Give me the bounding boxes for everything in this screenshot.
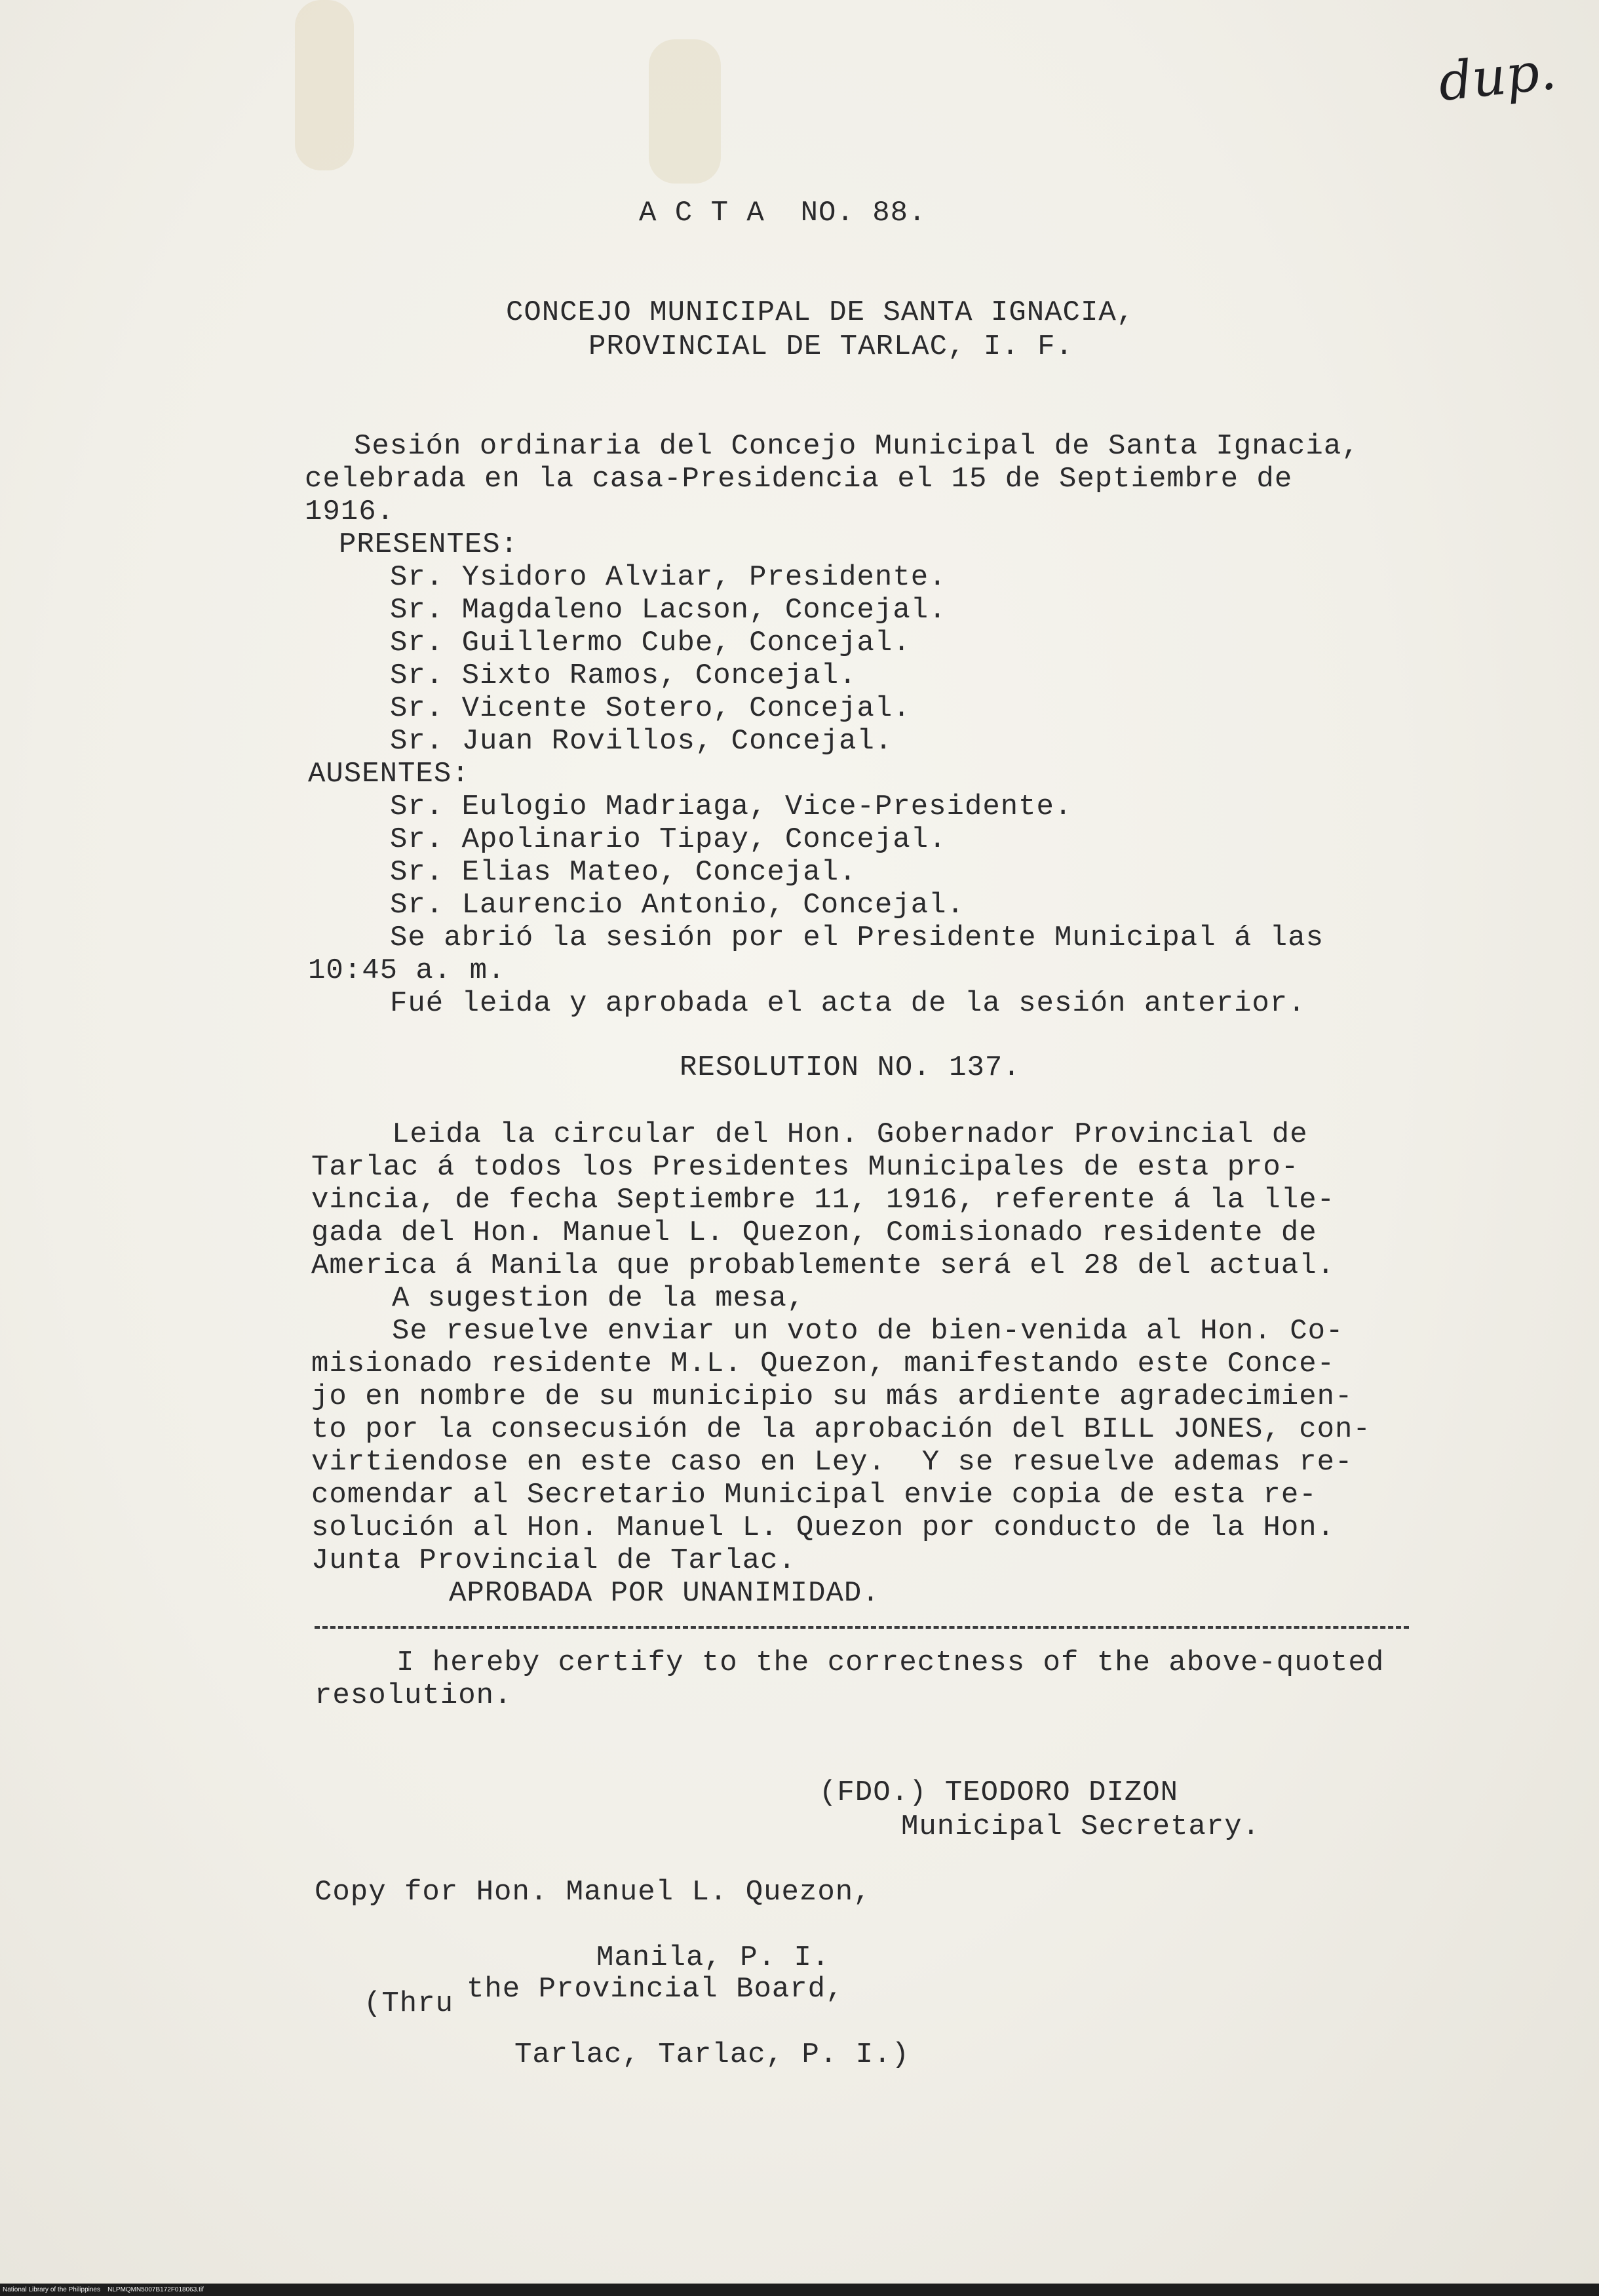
absent-member: Sr. Elias Mateo, Concejal. xyxy=(390,856,857,889)
resolution-line: America á Manila que probablemente será el 28 del actual. xyxy=(311,1249,1336,1282)
acta-number: A C T A NO. 88. xyxy=(639,197,927,229)
signature-name: (FDO.) TEODORO DIZON xyxy=(819,1776,1179,1809)
present-member: Sr. Magdaleno Lacson, Concejal. xyxy=(390,594,947,627)
present-member: Sr. Guillermo Cube, Concejal. xyxy=(390,627,911,659)
resolution-title: RESOLUTION NO. 137. xyxy=(680,1051,1021,1084)
dashed-separator xyxy=(315,1626,1409,1629)
copy-line: Manila, P. I. xyxy=(596,1941,830,1974)
resolution-line: misionado residente M.L. Quezon, manifestando este Conce- xyxy=(311,1348,1336,1380)
intro-line: Sesión ordinaria del Concejo Municipal de Santa Ignacia, xyxy=(354,430,1360,463)
presentes-heading: PRESENTES: xyxy=(339,528,519,561)
copy-line: Tarlac, Tarlac, P. I.) xyxy=(514,2038,910,2071)
copy-line: (Thru xyxy=(364,1987,454,2020)
absent-member: Sr. Eulogio Madriaga, Vice-Presidente. xyxy=(390,790,1073,823)
resolution-line: gada del Hon. Manuel L. Quezon, Comisionado residente de xyxy=(311,1216,1317,1249)
copy-line: the Provincial Board, xyxy=(467,1973,844,2006)
resolution-line: A sugestion de la mesa, xyxy=(392,1282,805,1315)
approval-line: APROBADA POR UNANIMIDAD. xyxy=(449,1577,880,1610)
present-member: Sr. Vicente Sotero, Concejal. xyxy=(390,692,911,725)
intro-line: 1916. xyxy=(305,496,395,528)
intro-line: celebrada en la casa-Presidencia el 15 de Septiembre de xyxy=(305,463,1293,496)
resolution-line: vincia, de fecha Septiembre 11, 1916, referente á la lle- xyxy=(311,1184,1336,1216)
opening-line: Se abrió la sesión por el Presidente Municipal á las xyxy=(390,922,1324,954)
resolution-line: virtiendose en este caso en Ley. Y se resuelve ademas re- xyxy=(311,1446,1353,1479)
opening-line: Fué leida y aprobada el acta de la sesión anterior. xyxy=(390,987,1306,1020)
footer-library: National Library of the Philippines xyxy=(3,2286,100,2293)
absent-member: Sr. Apolinario Tipay, Concejal. xyxy=(390,823,947,856)
resolution-line: Tarlac á todos los Presidentes Municipales de esta pro- xyxy=(311,1151,1300,1184)
scan-footer xyxy=(0,2284,1599,2296)
paper-stain xyxy=(649,39,721,184)
opening-line: 10:45 a. m. xyxy=(308,954,506,987)
resolution-line: Leida la circular del Hon. Gobernador Provincial de xyxy=(392,1118,1308,1151)
footer-file-id: NLPMQMN5007B172F018063.tif xyxy=(107,2286,204,2293)
resolution-line: to por la consecusión de la aprobación del BILL JONES, con- xyxy=(311,1413,1371,1446)
resolution-line: Junta Provincial de Tarlac. xyxy=(311,1544,796,1577)
resolution-line: jo en nombre de su municipio su más ardiente agradecimien- xyxy=(311,1380,1353,1413)
resolution-line: solución al Hon. Manuel L. Quezon por conducto de la Hon. xyxy=(311,1511,1336,1544)
resolution-line: Se resuelve enviar un voto de bien-venida al Hon. Co- xyxy=(392,1315,1344,1348)
copy-line: Copy for Hon. Manuel L. Quezon, xyxy=(315,1876,872,1909)
certification-line: resolution. xyxy=(315,1679,512,1712)
absent-member: Sr. Laurencio Antonio, Concejal. xyxy=(390,889,965,922)
council-province: PROVINCIAL DE TARLAC, I. F. xyxy=(588,330,1073,363)
paper-stain xyxy=(295,0,354,170)
certification-line: I hereby certify to the correctness of the above-quoted xyxy=(396,1646,1385,1679)
present-member: Sr. Juan Rovillos, Concejal. xyxy=(390,725,893,758)
handwritten-note: dup. xyxy=(1435,39,1559,113)
resolution-line: comendar al Secretario Municipal envie copia de esta re- xyxy=(311,1479,1317,1511)
ausentes-heading: AUSENTES: xyxy=(308,758,470,790)
present-member: Sr. Sixto Ramos, Concejal. xyxy=(390,659,857,692)
council-name: CONCEJO MUNICIPAL DE SANTA IGNACIA, xyxy=(506,296,1135,329)
present-member: Sr. Ysidoro Alviar, Presidente. xyxy=(390,561,947,594)
signature-title: Municipal Secretary. xyxy=(901,1810,1261,1843)
